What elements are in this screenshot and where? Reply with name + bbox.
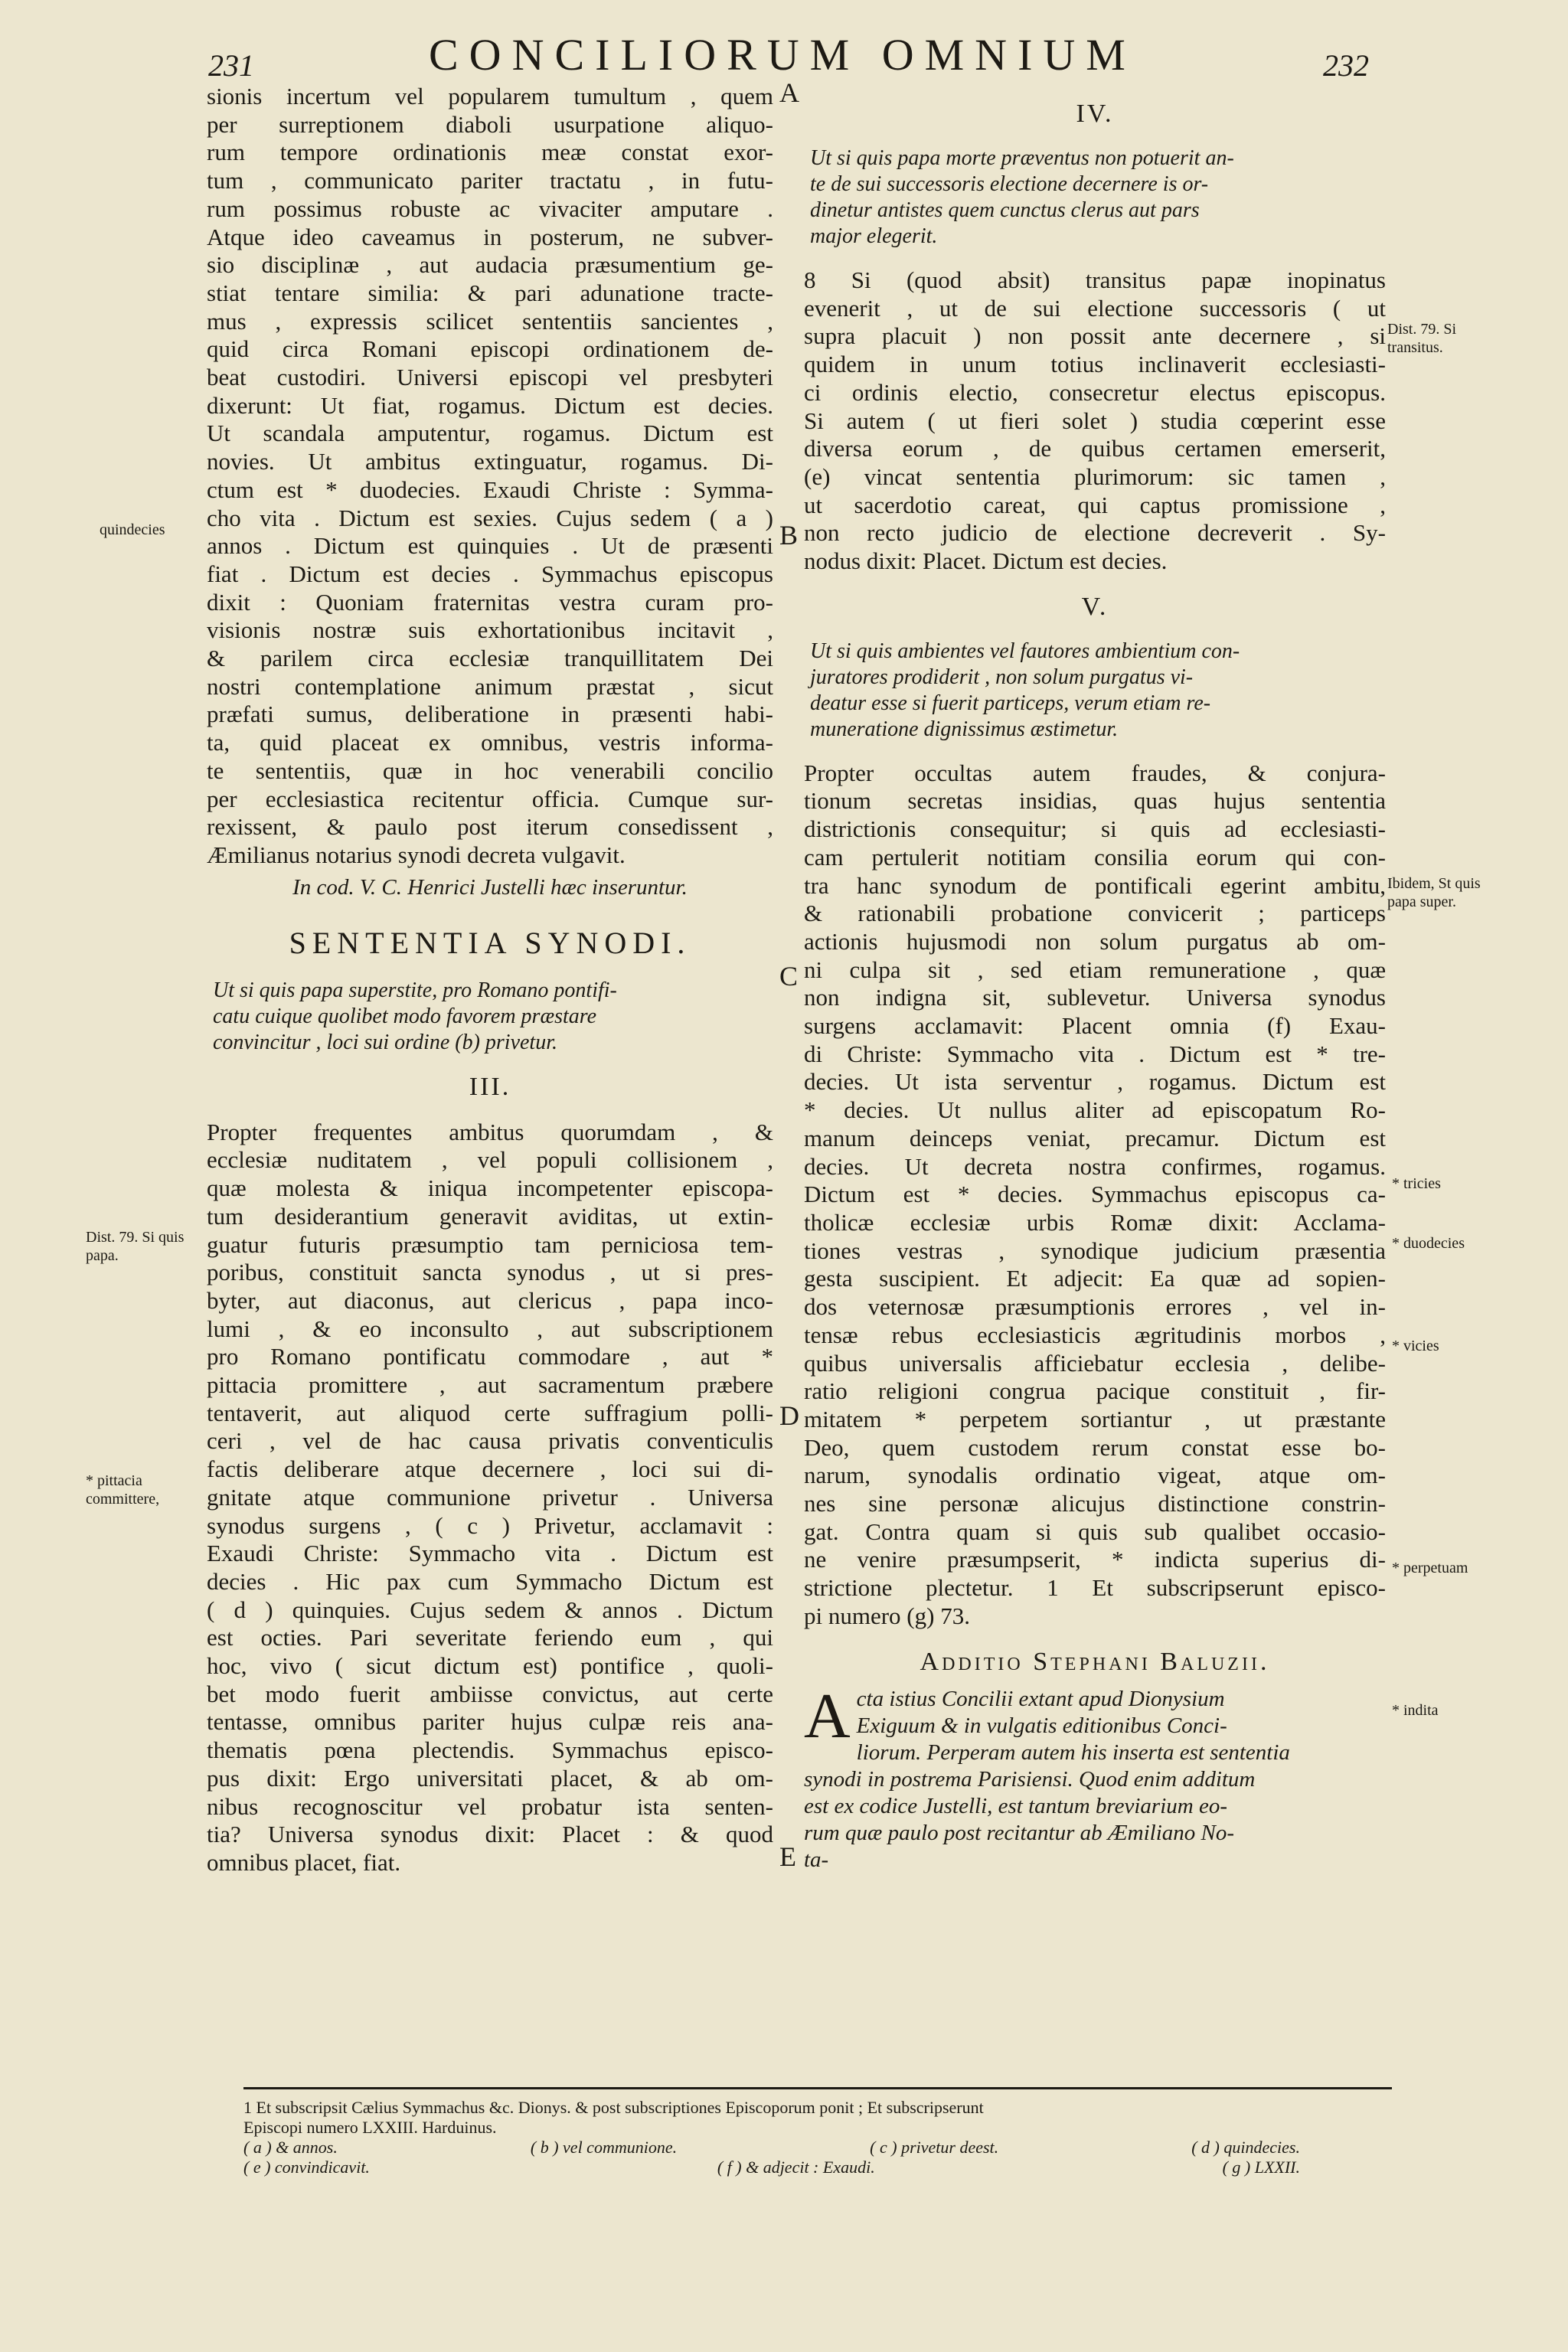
- left-column: [207, 83, 773, 1877]
- text-line: dos veternosæ præsumptionis errores , vel in-: [804, 1293, 1386, 1321]
- text-line: pittacia promittere , aut sacramentum præbere: [207, 1371, 773, 1399]
- text-line: strictione plectetur. 1 Et subscripserunt episco-: [804, 1574, 1386, 1602]
- summary-line: Ut si quis papa morte præventus non potuerit an-: [810, 146, 1234, 170]
- margin-note-ibidem: Ibidem, St quis papa super.: [1387, 875, 1481, 910]
- additio-line: cta istius Concilii extant apud Dionysium: [856, 1686, 1225, 1711]
- text-line: tiones vestras , synodique judicium præsentia: [804, 1236, 1386, 1264]
- text-line: di Christe: Symmacho vita . Dictum est * tre-: [804, 1040, 1386, 1067]
- text-line: (e) vincat sententia plurimorum: sic tamen ,: [804, 462, 1386, 490]
- text-line: rum tempore ordinationis meæ constat exor-: [207, 139, 773, 166]
- text-line: ci ordinis electio, consecretur electus episcopus.: [804, 378, 1386, 406]
- summary-line: convincitur , loci sui ordine (b) privetur.: [213, 1030, 557, 1054]
- margin-note-duodecies: * duodecies: [1392, 1235, 1465, 1252]
- text-line: Æmilianus notarius synodi decreta vulgavit.: [207, 841, 626, 868]
- text-line: poribus, constituit sancta synodus , ut si pres-: [207, 1259, 773, 1286]
- text-line: sionis incertum vel popularem tumultum , quem: [207, 83, 773, 109]
- additio-line: est ex codice Justelli, est tantum breviarium eo-: [804, 1793, 1227, 1818]
- footnotes: [243, 2098, 1392, 2177]
- text-line: decies. Ut decreta nostra confirmes, rogamus.: [804, 1152, 1386, 1180]
- text-line: gat. Contra quam si quis sub qualibet occasio-: [804, 1517, 1386, 1545]
- footnote-line-2: Episcopi numero LXXIII. Harduinus.: [243, 2118, 497, 2137]
- summary-line: Ut si quis papa superstite, pro Romano pontifi-: [213, 978, 617, 1002]
- text-line: novies. Ut ambitus extinguatur, rogamus. Di-: [207, 448, 773, 475]
- footnote-variants-row-1: [243, 2138, 1392, 2158]
- margin-note-vicies: * vicies: [1392, 1338, 1439, 1354]
- additio-line: liorum. Perperam autem his inserta est sententia: [856, 1740, 1290, 1765]
- additio-line: rum quæ paulo post recitantur ab Æmiliano No-: [804, 1820, 1235, 1845]
- text-line: quibus universalis afficiebatur ecclesia , delibe-: [804, 1349, 1386, 1377]
- footnote-variant: ( f ) & adjecit : Exaudi.: [717, 2158, 875, 2177]
- text-line: byter, aut diaconus, aut clericus , papa inco-: [207, 1286, 773, 1314]
- text-line: * decies. Ut nullus aliter ad episcopatum Ro-: [804, 1096, 1386, 1124]
- section-number-iii: III.: [469, 1072, 511, 1101]
- text-line: Propter frequentes ambitus quorumdam , &: [207, 1118, 773, 1145]
- section-letter-c: C: [779, 961, 799, 991]
- text-line: hoc, vivo ( sicut dictum est) pontifice , quoli-: [207, 1652, 773, 1680]
- text-line: omnibus placet, fiat.: [207, 1848, 401, 1876]
- right-column: [804, 83, 1386, 1873]
- additio-block: [804, 1680, 1386, 1873]
- section-number-v: V.: [1081, 592, 1109, 621]
- drop-cap: A: [804, 1680, 851, 1752]
- text-line: tia? Universa synodus dixit: Placet : & quod: [207, 1821, 773, 1848]
- right-summary-iv: [804, 145, 1386, 250]
- margin-note-dist79-right: Dist. 79. Si transitus.: [1387, 321, 1457, 356]
- text-line: narum, synodalis ordinatio vigeat, atque om-: [804, 1462, 1386, 1489]
- text-line: nibus recognoscitur vel probatur ista senten-: [207, 1792, 773, 1820]
- text-line: quid circa Romani episcopi ordinationem de-: [207, 335, 773, 363]
- summary-line: Ut si quis ambientes vel fautores ambientium con-: [810, 639, 1240, 663]
- section-letter-a: A: [779, 77, 799, 108]
- additio-line: synodi in postrema Parisiensi. Quod enim additum: [804, 1766, 1256, 1792]
- margin-note-tricies: * tricies: [1392, 1175, 1441, 1192]
- footnote-variant: ( g ) LXXII.: [1222, 2158, 1300, 2177]
- footnote-line-1: 1 Et subscripsit Cælius Symmachus &c. Dionys. & post subscriptiones Episcoporum ponit ; Et subscripserunt: [243, 2098, 984, 2117]
- text-line: pro Romano pontificatu commodare , aut *: [207, 1343, 773, 1370]
- margin-note-dist79-left: Dist. 79. Si quis papa.: [86, 1229, 185, 1264]
- text-line: & parilem circa ecclesiæ tranquillitatem Dei: [207, 645, 773, 672]
- footnote-variant: ( c ) privetur deest.: [870, 2138, 999, 2157]
- text-line: ctum est * duodecies. Exaudi Christe : Symma-: [207, 475, 773, 503]
- text-line: non indigna sit, sublevetur. Universa synodus: [804, 984, 1386, 1011]
- margin-note-quindecies: quindecies: [100, 521, 165, 538]
- text-line: fiat . Dictum est decies . Symmachus episcopus: [207, 560, 773, 587]
- text-line: supra placuit ) non possit ante decernere , si: [804, 322, 1386, 350]
- text-line: Deo, quem custodem rerum constat esse bo-: [804, 1433, 1386, 1461]
- summary-line: juratores prodiderit , non solum purgatus vi-: [810, 665, 1194, 689]
- right-text-block: [804, 266, 1386, 576]
- text-line: manum deinceps veniat, precamur. Dictum est: [804, 1124, 1386, 1152]
- text-line: decies. Ut ista serventur , rogamus. Dictum est: [804, 1068, 1386, 1096]
- text-line: Ut scandala amputentur, rogamus. Dictum est: [207, 420, 773, 447]
- footnote-variant: ( b ) vel communione.: [530, 2138, 678, 2157]
- left-summary: [207, 978, 773, 1056]
- text-line: mitatem * perpetem sortiantur , ut præstante: [804, 1405, 1386, 1432]
- text-line: factis deliberare atque decernere , loci sui di-: [207, 1455, 773, 1483]
- text-line: ta, quid placeat ex omnibus, vestris informa-: [207, 729, 773, 756]
- summary-line: catu cuique quolibet modo favorem præstare: [213, 1004, 597, 1028]
- text-line: lumi , & eo inconsulto , aut subscriptionem: [207, 1315, 773, 1342]
- text-line: tholicæ ecclesiæ urbis Romæ dixit: Acclama-: [804, 1208, 1386, 1236]
- text-line: synodus surgens , ( c ) Privetur, acclamavit :: [207, 1511, 773, 1539]
- text-line: tentasse, omnibus pariter hujus culpæ reis ana-: [207, 1708, 773, 1736]
- text-line: ne venire præsumpserit, * indicta superius di-: [804, 1546, 1386, 1573]
- text-line: pi numero (g) 73.: [804, 1602, 970, 1629]
- page-number-right: 232: [1323, 48, 1369, 83]
- text-line: stiat tentare similia: & pari adunatione tracte-: [207, 279, 773, 306]
- text-line: ut sacerdotio careat, qui captus promissione ,: [804, 491, 1386, 518]
- text-line: præfati sumus, deliberatione in præsenti habi-: [207, 701, 773, 728]
- text-line: nodus dixit: Placet. Dictum est decies.: [804, 547, 1168, 575]
- text-line: ratio religioni congrua pacique constituit , fir-: [804, 1377, 1386, 1405]
- margin-note-indita: * indita: [1392, 1702, 1439, 1719]
- footnote-variant: ( a ) & annos.: [243, 2138, 338, 2157]
- text-line: Exaudi Christe: Symmacho vita . Dictum est: [207, 1540, 773, 1567]
- text-line: Si autem ( ut fieri solet ) studia cœperint esse: [804, 407, 1386, 434]
- text-line: decies . Hic pax cum Symmacho Dictum est: [207, 1567, 773, 1595]
- section-letter-e: E: [779, 1841, 796, 1872]
- section-number-iv: IV.: [1076, 100, 1114, 128]
- summary-line: muneratione dignissimus æstimetur.: [810, 717, 1119, 741]
- additio-title: Additio Stephani Baluzii.: [920, 1647, 1270, 1676]
- text-line: ( d ) quinquies. Cujus sedem & annos . Dictum: [207, 1596, 773, 1623]
- codex-note: In cod. V. C. Henrici Justelli hæc inseruntur.: [292, 874, 688, 900]
- sententia-title: SENTENTIA SYNODI.: [289, 925, 691, 960]
- summary-line: major elegerit.: [810, 224, 938, 248]
- text-line: tum desiderantium generavit aviditas, ut extin-: [207, 1202, 773, 1230]
- text-line: tra hanc synodum de pontificali egerint ambitu,: [804, 871, 1386, 899]
- text-line: ni culpa sit , sed etiam remuneratione , quæ: [804, 956, 1386, 983]
- text-line: tentaverit, aut aliquod certe suffragium polli-: [207, 1399, 773, 1426]
- left-text-block: [207, 83, 773, 870]
- text-line: tum , communicato pariter tractatu , in futu-: [207, 167, 773, 194]
- additio-line: ta-: [804, 1847, 829, 1872]
- text-line: dixerunt: Ut fiat, rogamus. Dictum est decies.: [207, 391, 773, 419]
- text-line: Atque ideo caveamus in posterum, ne subver-: [207, 223, 773, 250]
- text-line: surgens acclamavit: Placent omnia (f) Exau-: [804, 1012, 1386, 1040]
- text-line: rexissent, & paulo post iterum consedissent ,: [207, 813, 773, 841]
- text-line: est octies. Pari severitate feriendo eum , qui: [207, 1624, 773, 1651]
- right-text-block-2: [804, 760, 1386, 1631]
- footnote-variants-row-2: [243, 2158, 1392, 2177]
- text-line: pus dixit: Ergo universitati placet, & ab om-: [207, 1764, 773, 1792]
- text-line: ceri , vel de hac causa privatis conventiculis: [207, 1427, 773, 1455]
- text-line: gnitate atque communione privetur . Universa: [207, 1483, 773, 1511]
- section-letter-d: D: [779, 1400, 799, 1431]
- text-line: nostri contemplatione animum præstat , sicut: [207, 672, 773, 700]
- text-line: actionis hujusmodi non solum purgatus ab om-: [804, 927, 1386, 955]
- text-line: per surreptionem diaboli usurpatione aliquo-: [207, 110, 773, 138]
- text-line: quæ molesta & iniqua incompetenter episcopa-: [207, 1174, 773, 1202]
- text-line: 8 Si (quod absit) transitus papæ inopinatus: [804, 266, 1386, 293]
- text-line: diversa eorum , de quibus certamen emerserit,: [804, 435, 1386, 462]
- text-line: mus , expressis scilicet sententiis sancientes ,: [207, 307, 773, 335]
- text-line: beat custodiri. Universi episcopi vel presbyteri: [207, 364, 773, 391]
- text-line: ecclesiæ nuditatem , vel populi collisionem ,: [207, 1146, 773, 1174]
- margin-note-perpetuam: * perpetuam: [1392, 1560, 1468, 1576]
- margin-note-pittacia: * pittacia committere,: [86, 1472, 160, 1508]
- text-line: districtionis consequitur; si quis ad ecclesiasti-: [804, 815, 1386, 843]
- text-line: Propter occultas autem fraudes, & conjura-: [804, 759, 1386, 786]
- text-line: rum possimus robuste ac vivaciter amputare .: [207, 194, 773, 222]
- text-line: quidem in unum totius inclinaverit ecclesiasti-: [804, 351, 1386, 378]
- text-line: te sententiis, quæ in hoc venerabili concilio: [207, 756, 773, 784]
- text-line: non recto judicio de electione decreverit . Sy-: [804, 519, 1386, 547]
- text-line: annos . Dictum est quinquies . Ut de præsenti: [207, 532, 773, 560]
- section-letter-b: B: [779, 520, 799, 550]
- text-line: & rationabili probatione convicerit ; particeps: [804, 900, 1386, 927]
- running-title: CONCILIORUM OMNIUM: [429, 30, 1136, 80]
- text-line: visionis nostræ suis exhortationibus incitavit ,: [207, 616, 773, 644]
- footnote-variant: ( d ) quindecies.: [1191, 2138, 1300, 2157]
- text-line: tensæ rebus ecclesiasticis ægritudinis morbos ,: [804, 1321, 1386, 1348]
- text-line: thematis pœna plectendis. Symmachus episco-: [207, 1736, 773, 1764]
- text-line: dixit : Quoniam fraternitas vestra curam pro-: [207, 588, 773, 616]
- summary-line: deatur esse si fuerit particeps, verum etiam re-: [810, 691, 1211, 715]
- text-line: guatur futuris præsumptio tam perniciosa tem-: [207, 1230, 773, 1258]
- additio-line: Exiguum & in vulgatis editionibus Conci-: [856, 1713, 1227, 1738]
- text-line: cam pertulerit notitiam consilia eorum qui con-: [804, 843, 1386, 871]
- text-line: tionum secretas insidias, quas hujus sententia: [804, 787, 1386, 815]
- summary-line: te de sui successoris electione decernere is or-: [810, 172, 1209, 196]
- summary-line: dinetur antistes quem cunctus clerus aut pars: [810, 198, 1200, 222]
- footnote-rule: [243, 2087, 1392, 2089]
- text-line: bet modo fuerit ambiisse convictus, aut certe: [207, 1680, 773, 1707]
- text-line: sio disciplinæ , aut audacia præsumentium ge-: [207, 251, 773, 279]
- text-line: evenerit , ut de sui electione successoris ( ut: [804, 294, 1386, 322]
- footnote-variant: ( e ) convindicavit.: [243, 2158, 370, 2177]
- text-line: gesta suscipient. Et adjecit: Ea quæ ad sopien-: [804, 1265, 1386, 1292]
- text-line: cho vita . Dictum est sexies. Cujus sedem ( a ): [207, 504, 773, 531]
- text-line: Dictum est * decies. Symmachus episcopus ca-: [804, 1181, 1386, 1208]
- right-summary-v: [804, 639, 1386, 743]
- text-line: per ecclesiastica recitentur officia. Cumque sur-: [207, 785, 773, 812]
- text-line: nes sine personæ alicujus distinctione constrin-: [804, 1490, 1386, 1517]
- left-text-block-2: [207, 1119, 773, 1877]
- page-number-left: 231: [208, 48, 254, 83]
